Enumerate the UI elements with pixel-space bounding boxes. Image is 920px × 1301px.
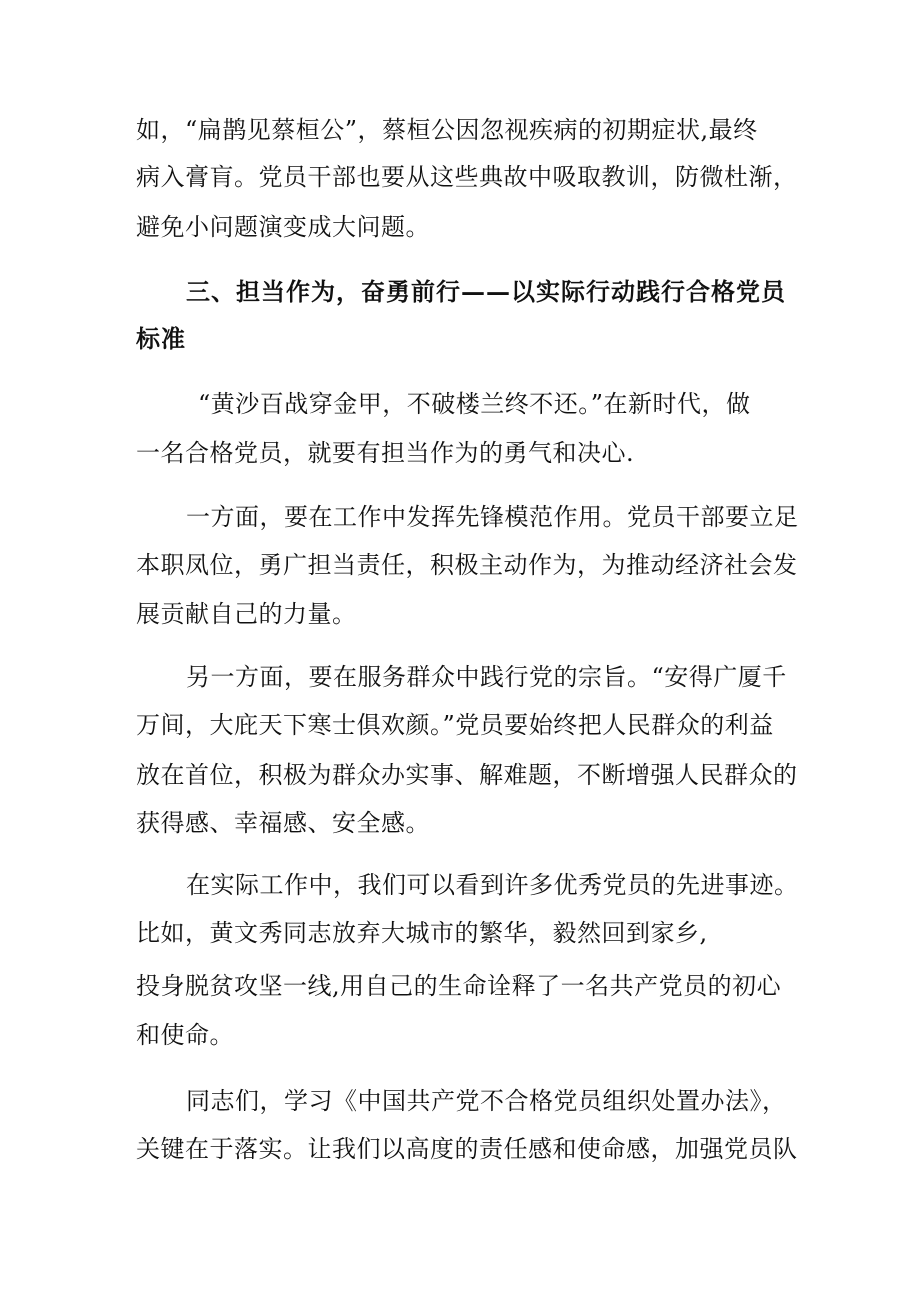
text-line: 放在首位，积极为群众办实事、解难题，不断增强人民群众的 <box>136 761 798 789</box>
text-line: 病入膏肓。党员干部也要从这些典故中吸取教训，防微杜渐， <box>136 163 798 191</box>
text-line: 如，“扁鹊见蔡桓公”，蔡桓公因忽视疾病的初期症状,最终 <box>136 116 758 144</box>
text-line: 另一方面，要在服务群众中践行党的宗旨。“安得广厦千 <box>186 663 787 691</box>
text-line: 展贡献自己的力量。 <box>136 600 357 628</box>
text-line: 一方面，要在工作中发挥先锋模范作用。党员干部要立足 <box>186 503 799 531</box>
text-line: 本职凤位，勇广担当责任，积极主动作为，为推动经济社会发 <box>136 551 798 579</box>
text-line: 和使命。 <box>136 1021 234 1049</box>
text-line: 比如，黄文秀同志放弃大城市的繁华，毅然回到家乡, <box>136 919 708 947</box>
section-heading-continued: 标准 <box>136 324 186 353</box>
text-line: 在实际工作中，我们可以看到许多优秀党员的先进事迹。 <box>186 871 799 899</box>
text-line: “黄沙百战穿金甲，不破楼兰终不还。”在新时代，做 <box>198 390 751 418</box>
section-heading: 三、担当作为，奋勇前行——以实际行动践行合格党员 <box>186 277 786 306</box>
text-line: 同志们，学习《中国共产党不合格党员组织处置办法》， <box>186 1087 787 1115</box>
text-line: 投身脱贫攻坚一线,用自己的生命诠释了一名共产党员的初心 <box>136 972 782 1000</box>
text-line: 一名合格党员，就要有担当作为的勇气和决心. <box>136 439 635 467</box>
text-line: 避免小问题演变成大问题。 <box>136 213 430 241</box>
text-line: 关键在于落实。让我们以高度的责任感和使命感，加强党员队 <box>136 1135 798 1163</box>
text-line: 万间，大庇天下寒士俱欢颜。”党员要始终把人民群众的利益 <box>136 711 774 739</box>
text-line: 获得感、幸福感、安全感。 <box>136 809 430 837</box>
